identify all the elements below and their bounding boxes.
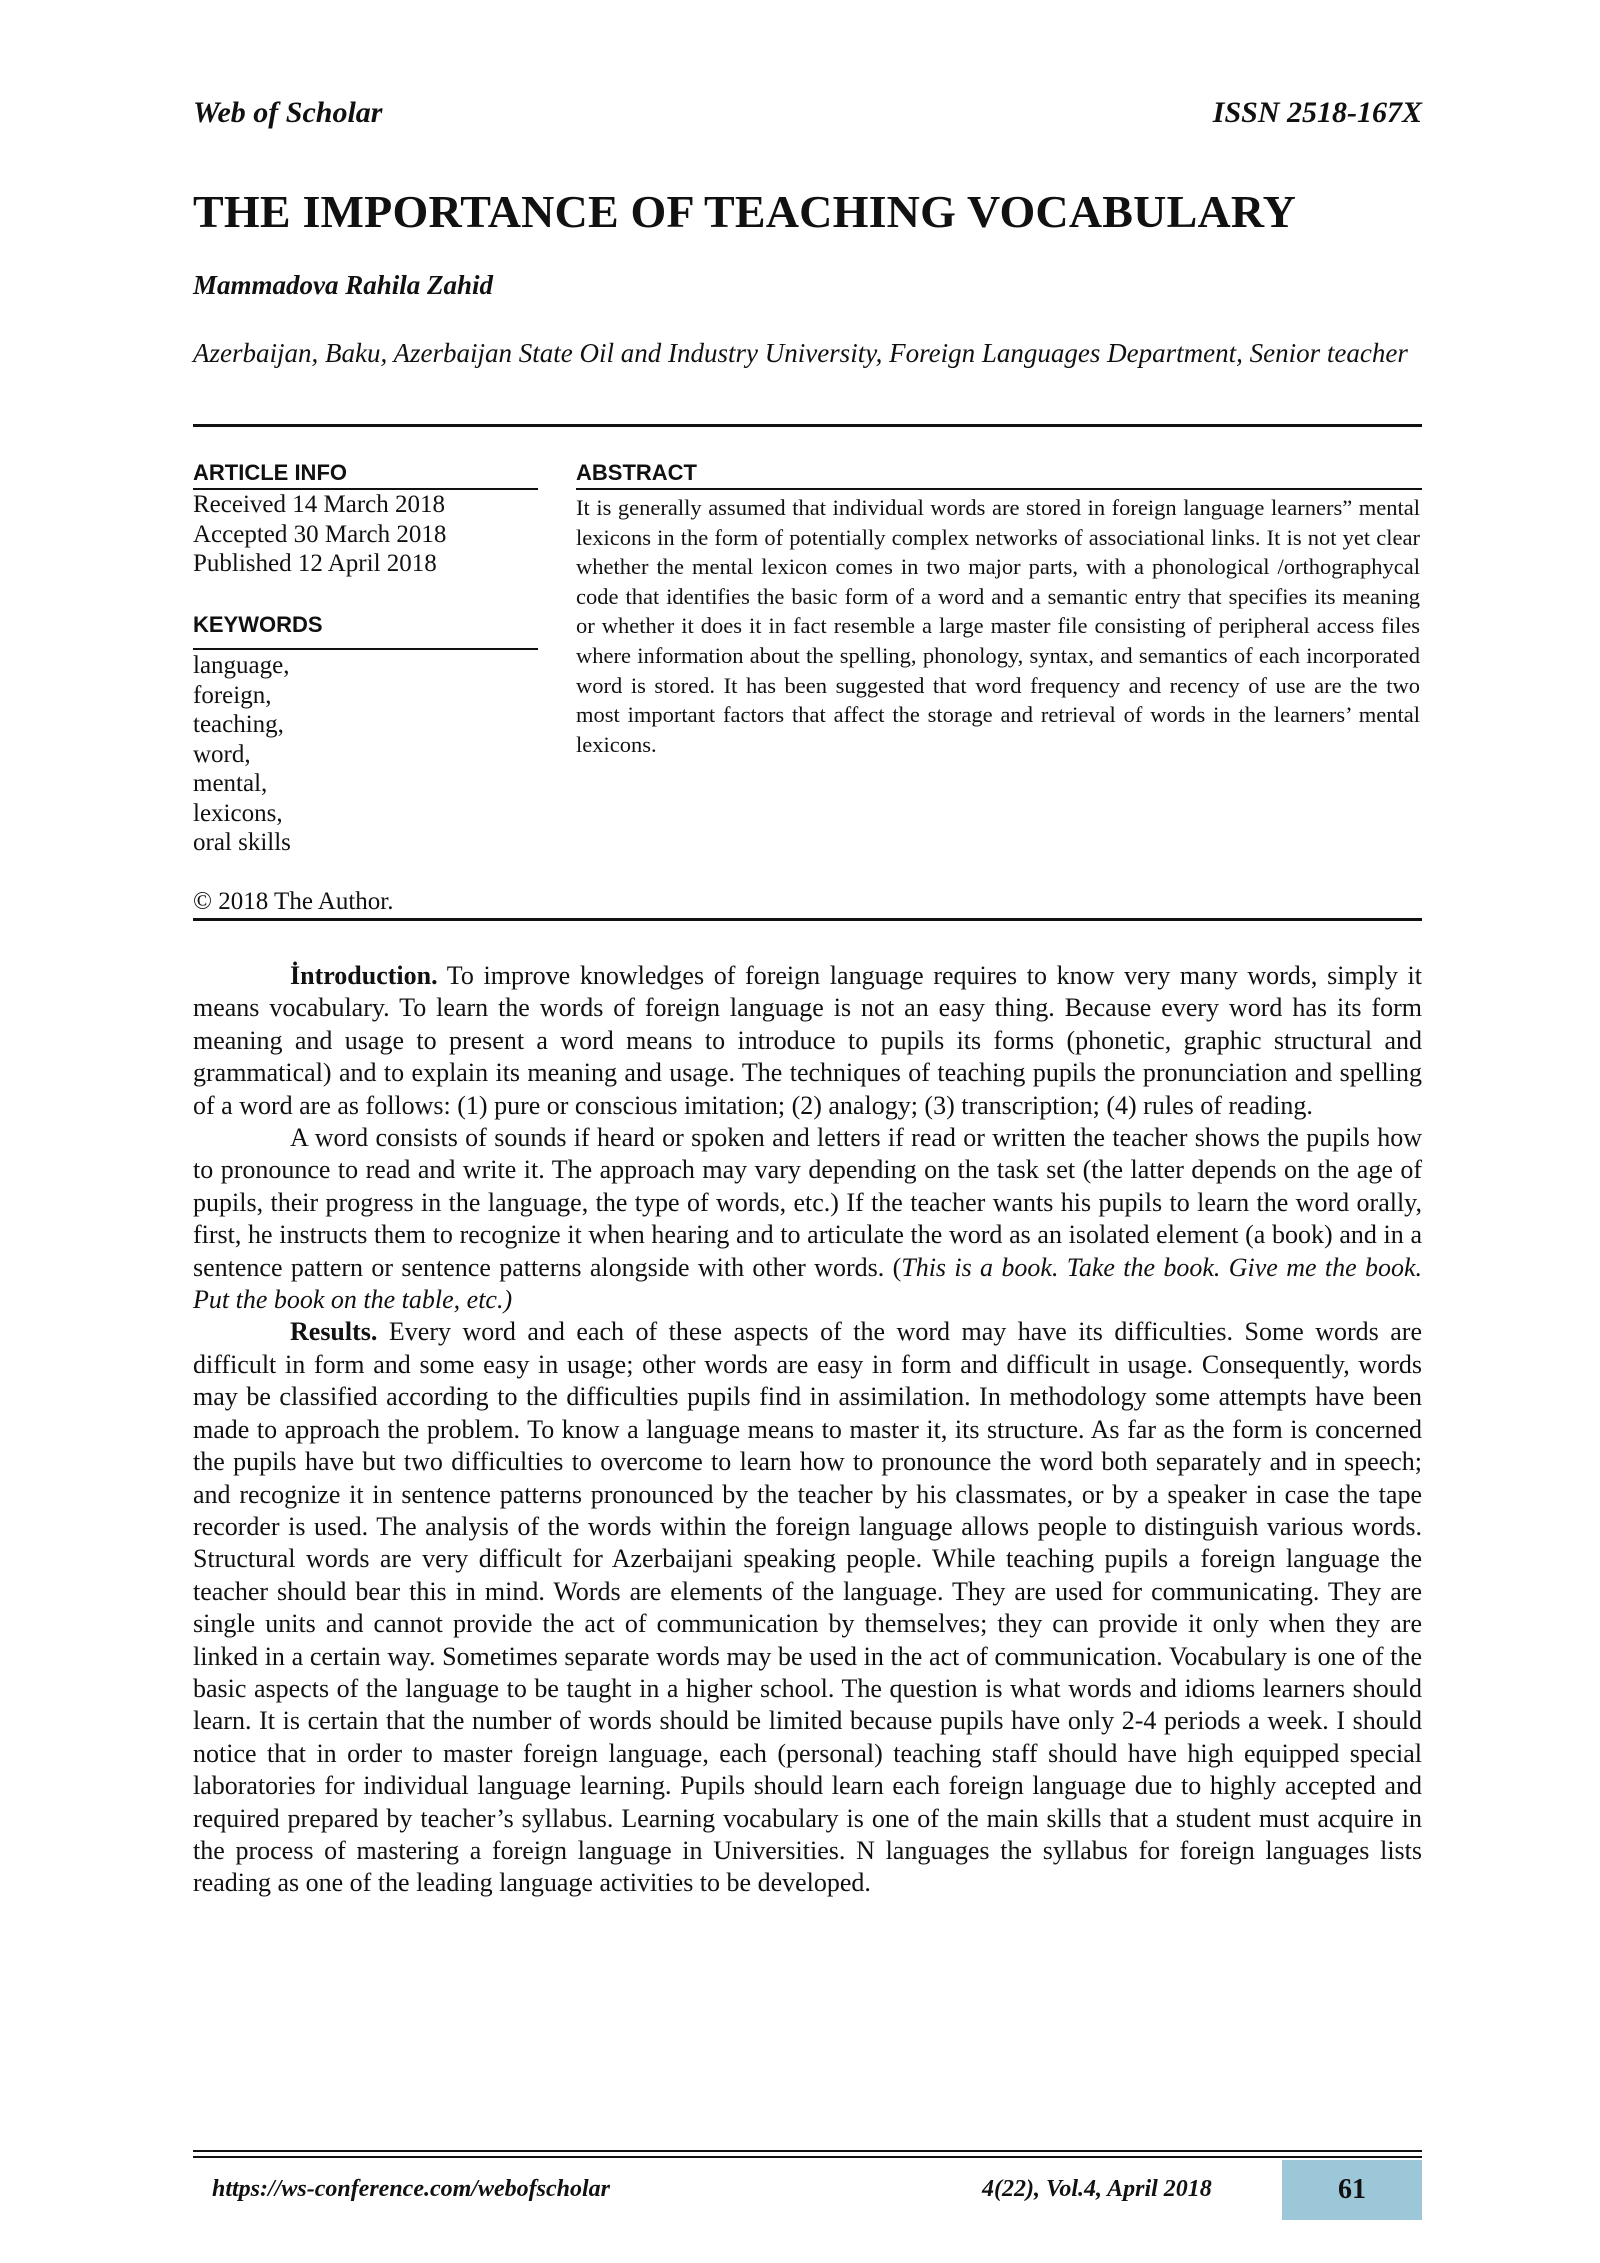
second-paragraph	[193, 1122, 1422, 1316]
introduction-heading: İntroduction.	[290, 961, 438, 990]
example-sentences: This is a book. Take the book. Give me the book. Put the book on the table, etc.)	[193, 1252, 1422, 1315]
accepted-date: Accepted 30 March 2018	[193, 520, 447, 548]
keyword-item: mental,	[193, 770, 268, 797]
article-dates	[193, 490, 446, 579]
second-paragraph-text: A word consists of sounds if heard or spoken and letters if read or written the teacher shows the pupils how to pronounce to read and write it. The approach may vary depending on the task set (the latter depends on the age of pupils, their progress in the language, the type of words, etc.) If the teacher wants his pupils to learn the word orally, first, he instructs them to recognize it when hearing and to articulate the word as an isolated element (a book) and in a sentence pattern or sentence patterns alongside with other words. (	[193, 1123, 1422, 1282]
article-info-heading: ARTICLE INFO	[193, 460, 347, 485]
results-paragraph	[193, 1316, 1422, 1899]
published-date: Published 12 April 2018	[193, 550, 437, 577]
info-bottom-divider	[193, 918, 1422, 921]
author-affiliation: Azerbaijan, Baku, Azerbaijan State Oil and Industry University, Foreign Languages Department, Senior teacher	[193, 338, 1408, 368]
received-date: Received 14 March 2018	[193, 491, 446, 518]
keyword-item: lexicons,	[193, 799, 283, 827]
keyword-item: oral skills	[193, 829, 291, 856]
issue-info: 4(22), Vol.4, April 2018	[982, 2176, 1212, 2202]
keyword-item: word,	[193, 740, 251, 768]
page-number: 61	[1282, 2160, 1422, 2220]
article-body	[193, 960, 1422, 1900]
journal-name: Web of Scholar	[193, 96, 383, 129]
article-title: THE IMPORTANCE OF TEACHING VOCABULARY	[193, 186, 1297, 237]
introduction-paragraph	[193, 960, 1422, 1122]
keywords-rule	[193, 648, 538, 650]
keyword-item: foreign,	[193, 681, 272, 709]
abstract-text: It is generally assumed that individual words are stored in foreign language learners” mental lexicons in the form of potentially complex networks of associational links. It is not yet clear whether the mental lexicon comes in two major parts, with a phonological /orthographycal code that identifies the basic form of a word and a semantic entry that specifies its meaning or whether it does it in fact resemble a large master file consisting of peripheral access files where information about the spelling, phonology, syntax, and semantics of each incorporated word is stored. It has been suggested that word frequency and recency of use are the two most important factors that affect the storage and retrieval of words in the learners’ mental lexicons.	[576, 495, 1420, 757]
keyword-item: teaching,	[193, 711, 284, 738]
footer-rule-top	[193, 2150, 1422, 2152]
introduction-text: To improve knowledges of foreign language requires to know very many words, simply it means vocabulary. To learn the words of foreign language is not an easy thing. Because every word has its form meaning and usage to present a word means to introduce to pupils its forms (phonetic, graphic structural and grammatical) and to explain its meaning and usage. The techniques of teaching pupils the pronunciation and spelling of a word are as follows: (1) pure or conscious imitation; (2) analogy; (3) transcription; (4) rules of reading.	[193, 961, 1422, 1120]
footer-rule-bottom	[193, 2156, 1422, 2158]
author-name: Mammadova Rahila Zahid	[193, 270, 494, 300]
keywords-list	[193, 651, 291, 858]
issn-label: ISSN 2518-167X	[1212, 96, 1422, 129]
results-heading: Results.	[290, 1317, 378, 1347]
top-divider	[193, 424, 1422, 427]
results-text: Every word and each of these aspects of the word may have its difficulties. Some words are difficult in form and some easy in usage; other words are easy in form and difficult in usage. Consequently, words may be classified according to the difficulties pupils find in assimilation. In methodology some attempts have been made to approach the problem. To know a language means to master it, its structure. As far as the form is concerned the pupils have but two difficulties to overcome to learn how to pronounce the word both separately and in speech; and recognize it in sentence patterns pronounced by the teacher by his classmates, or by a speaker in case the tape recorder is used. The analysis of the words within the foreign language allows people to distinguish various words. Structural words are very difficult for Azerbaijani speaking people. While teaching pupils a foreign language the teacher should bear this in mind. Words are elements of the language. They are used for communicating. They are single units and cannot provide the act of communication by themselves; they can provide it only when they are linked in a certain way. Sometimes separate words may be used in the act of communication. Vocabulary is one of the basic aspects of the language to be taught in a higher school. The question is what words and idioms learners should learn. It is certain that the number of words should be limited because pupils have only 2-4 periods a week. I should notice that in order to master foreign language, each (personal) teaching staff should have high equipped special laboratories for individual language learning. Pupils should learn each foreign language due to highly accepted and required prepared by teacher’s syllabus. Learning vocabulary is one of the main skills that a student must acquire in the process of mastering a foreign language in Universities. N languages the syllabus for foreign languages lists reading as one of the leading language activities to be developed.	[193, 1317, 1422, 1898]
abstract-rule	[576, 488, 1422, 490]
abstract-heading: ABSTRACT	[576, 460, 697, 485]
journal-url[interactable]: https://ws-conference.com/webofscholar	[212, 2176, 610, 2202]
copyright: © 2018 The Author.	[193, 888, 394, 915]
keywords-heading: KEYWORDS	[193, 612, 323, 637]
keyword-item: language,	[193, 652, 290, 679]
